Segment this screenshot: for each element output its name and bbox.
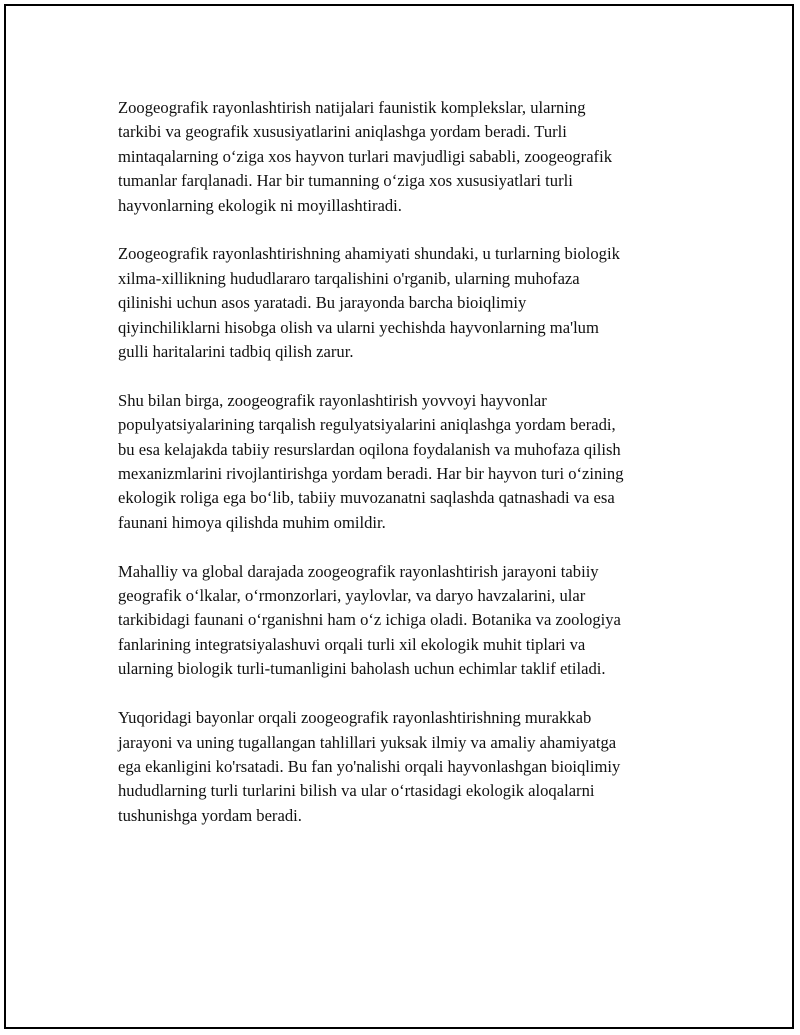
paragraph-3: Shu bilan birga, zoogeografik rayonlashtirish yovvoyi hayvonlar populyatsiyalarining tarqalish regulyatsiyalarini aniqlashga yordam beradi, bu esa kelajakda tabiiy resurslardan oqilona foydalanish va muhofaza qilish mexanizmlarini rivojlantirishga yordam beradi. Har bir hayvon turi o‘zining ekologik roliga ega bo‘lib, tabiiy muvozanatni saqlashda qatnashadi va esa faunani himoya qilishda muhim omildir.	[118, 390, 624, 532]
document-page	[4, 4, 794, 1029]
paragraph-1: Zoogeografik rayonlashtirish natijalari faunistik komplekslar, ularning tarkibi va geografik xususiyatlarini aniqlashga yordam beradi. Turli mintaqalarning o‘ziga xos hayvon turlari mavjudligi sababli, zoogeografik tumanlar farqlanadi. Har bir tumanning o‘ziga xos xususiyatlari turli hayvonlarning ekologik ni moyillashtiradi.	[118, 98, 612, 215]
paragraph-4: Mahalliy va global darajada zoogeografik rayonlashtirish jarayoni tabiiy geografik o‘lkalar, o‘rmonzorlari, yaylovlar, va daryo havzalarini, ular tarkibidagi faunani o‘rganishni ham o‘z ichiga oladi. Botanika va zoologiya fanlarining integratsiyalashuvi orqali turli xil ekologik muhit tiplari va ularning biologik turli-tumanligini baholash uchun echimlar taklif etiladi.	[118, 561, 621, 679]
paragraph-2: Zoogeografik rayonlashtirishning ahamiyati shundaki, u turlarning biologik xilma-xillikning hududlararo tarqalishini o'rganib, ularning muhofaza qilinishi uchun asos yaratadi. Bu jarayonda barcha bioiqlimiy qiyinchiliklarni hisobga olish va ularni yechishda hayvonlarning ma'lum gulli haritalarini tadbiq qilish zarur.	[118, 244, 620, 362]
document-body	[118, 96, 688, 853]
paragraph-5: Yuqoridagi bayonlar orqali zoogeografik rayonlashtirishning murakkab jarayoni va uning tugallangan tahlillari yuksak ilmiy va amaliy ahamiyatga ega ekanligini ko'rsatadi. Bu fan yo'nalishi orqali hayvonlashgan bioiqlimiy hududlarning turli turlarini bilish va ular o‘rtasidagi ekologik aloqalarni tushunishga yordam beradi.	[118, 708, 621, 825]
